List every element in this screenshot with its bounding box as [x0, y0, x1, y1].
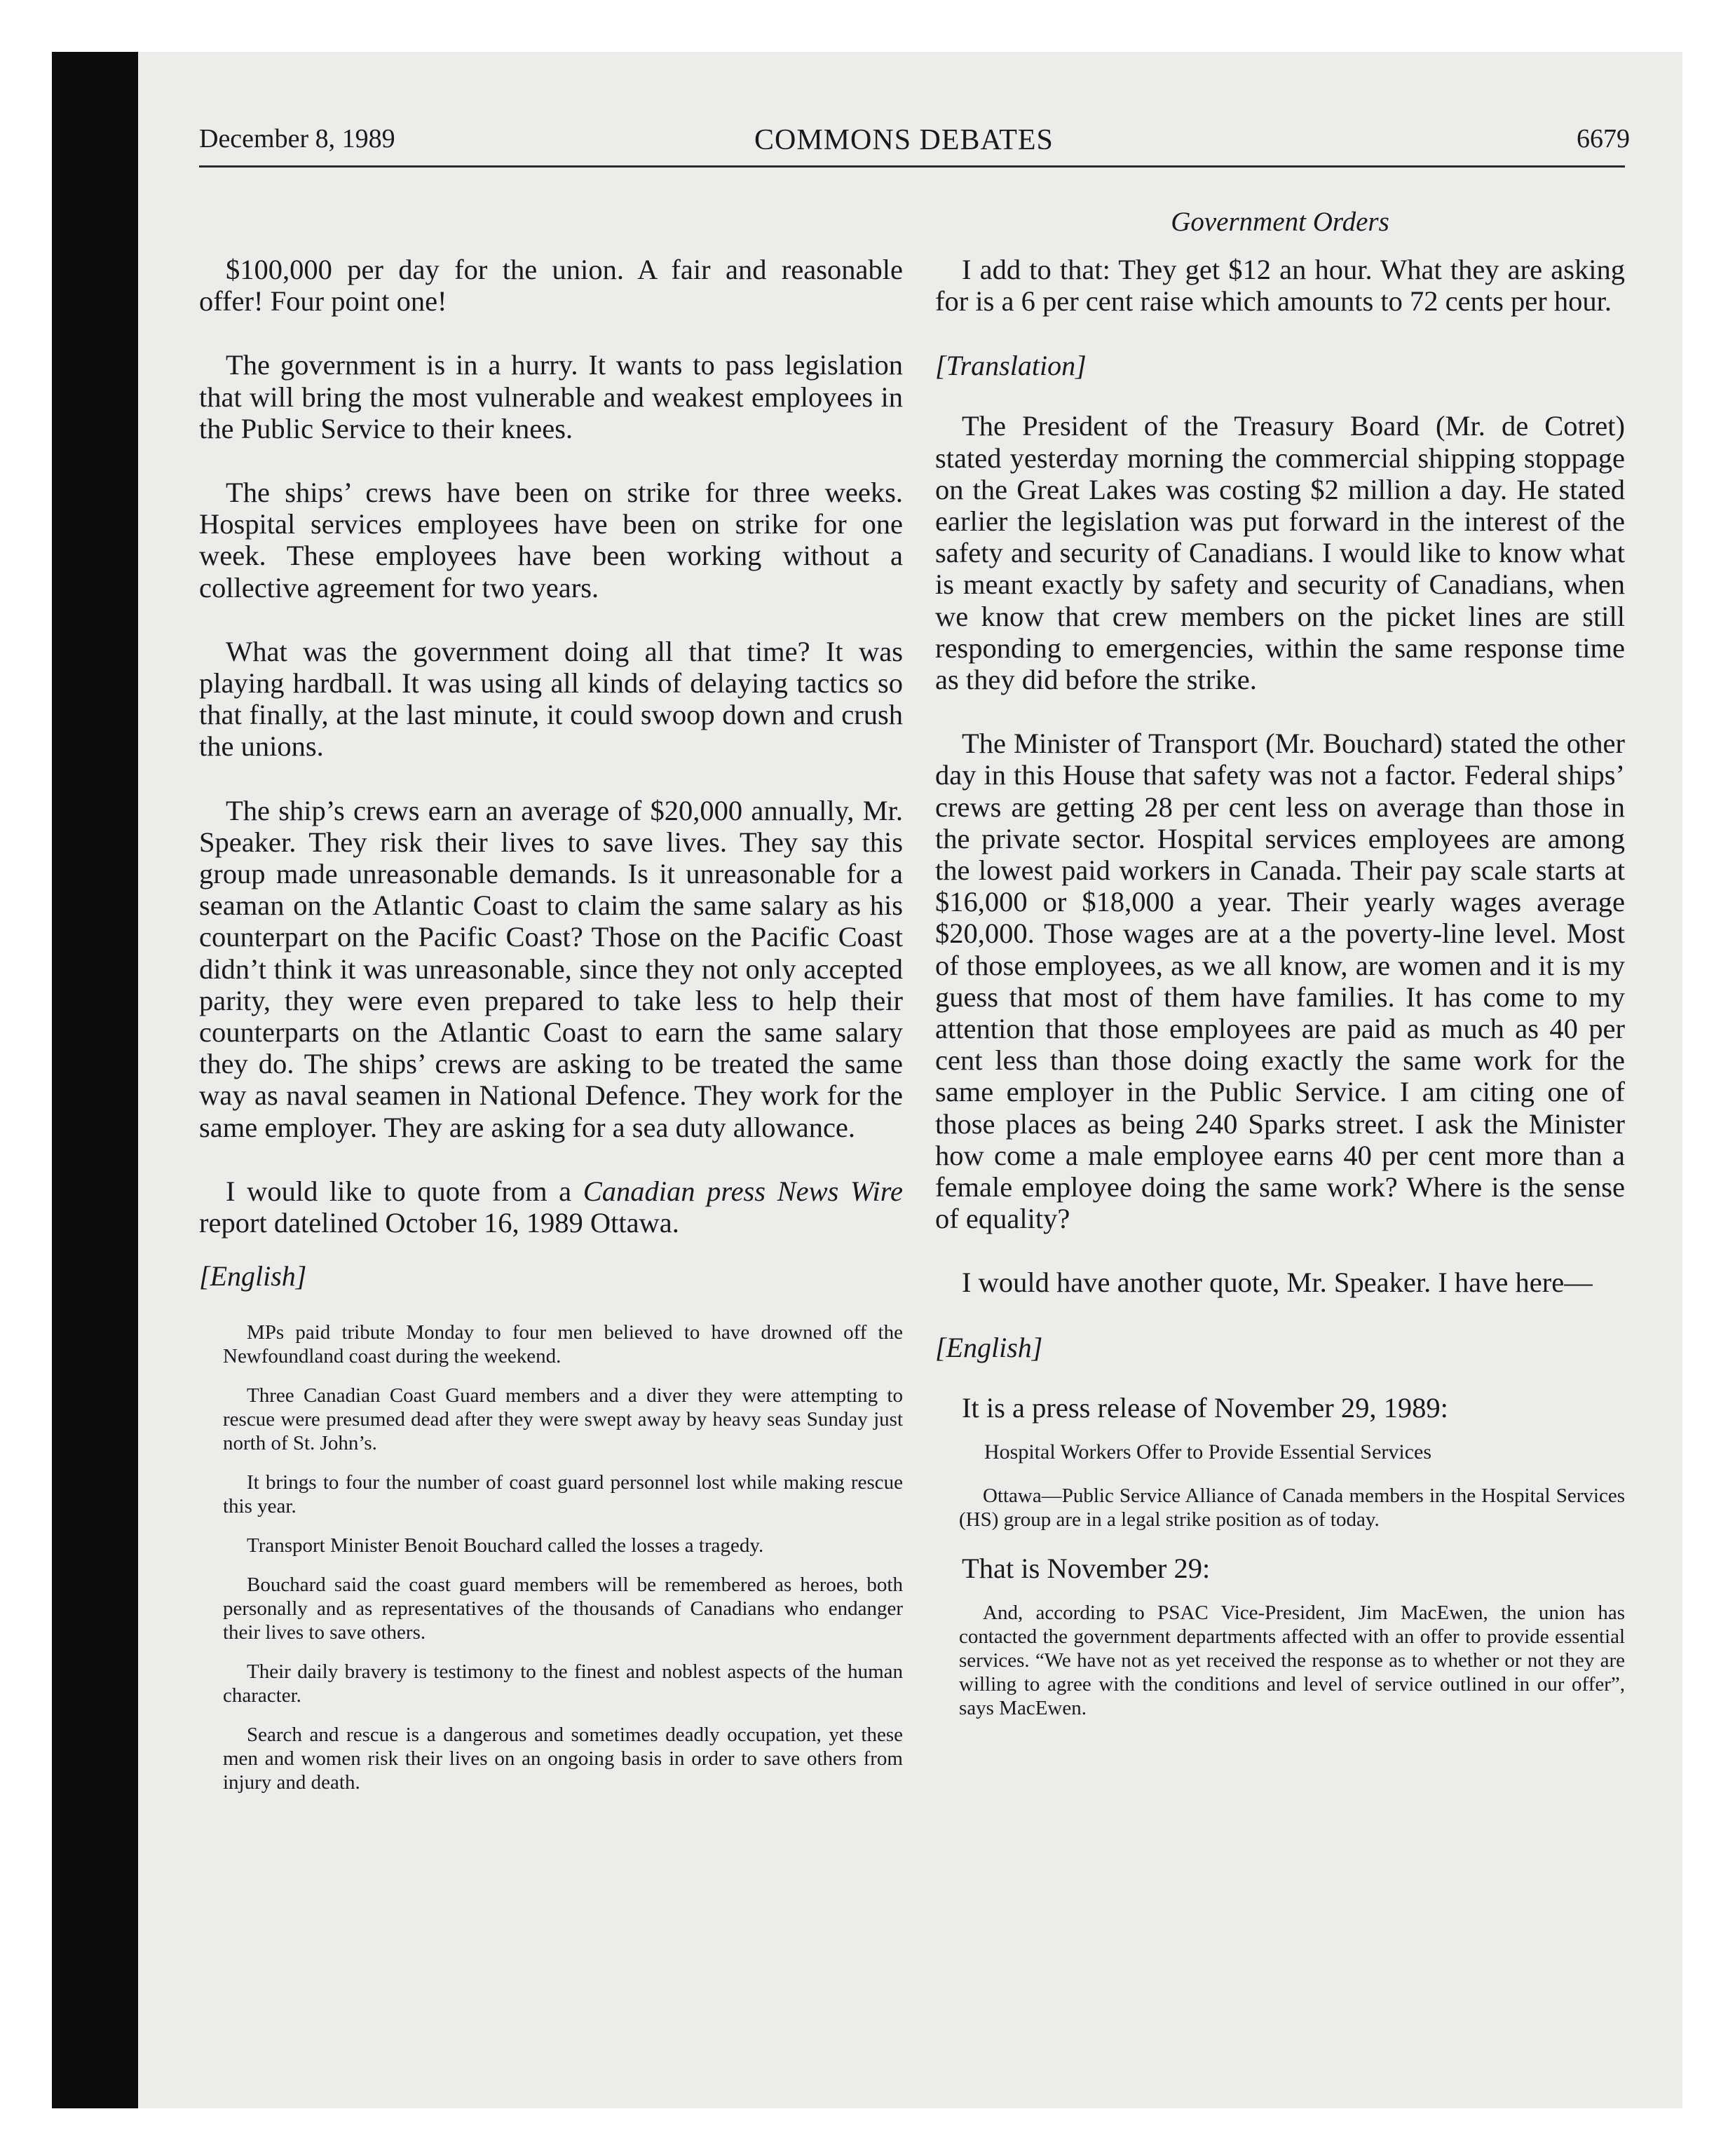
paragraph: The ship’s crews earn an average of $20,000 annually, Mr. Speaker. They risk their lives to save lives. They say this group made unreasonable demands. Is it unreasonable for a seaman on the Atlantic Coast to claim the same salary as his counterpart on the Pacific Coast? Those on the Pacific Coast didn’t think it was unreasonable, since they not only accepted parity, they were even prepared to take less to help their counterparts on the Atlantic Coast to earn the same salary they do. The ships’ crews are asking to be treated the same way as naval seamen in National Defence. They work for the same employer. They are asking for a sea duty allowance. — [199, 794, 903, 1143]
paragraph: The President of the Treasury Board (Mr. de Cotret) stated yesterday morning the commercial shipping stoppage on the Great Lakes was costing $2 million a day. He stated earlier the legislation was put forward in the interest of the safety and security of Canadians. I would like to know what is meant exactly by safety and security of Canadians, when we know that crew members on the picket lines are still responding to emergencies, within the same response time as they did before the strike. — [935, 410, 1625, 696]
publication-name: Canadian press News Wire — [583, 1175, 903, 1207]
paragraph — [199, 1175, 903, 1239]
quote-paragraph: Search and rescue is a dangerous and sometimes deadly occupation, yet these men and women risk their lives on an ongoing basis in order to save others from injury and death. — [223, 1724, 903, 1794]
paragraph: The government is in a hurry. It wants to pass legislation that will bring the most vulnerable and weakest employees in the Public Service to their knees. — [199, 349, 903, 444]
quote-paragraph: Three Canadian Coast Guard members and a diver they were attempting to rescue were presumed dead after they were swept away by heavy seas Sunday just north of St. John’s. — [223, 1384, 903, 1455]
page-number: 6679 — [1577, 124, 1630, 153]
language-marker: [English] — [199, 1260, 307, 1292]
text-run: report datelined October 16, 1989 Ottawa. — [199, 1207, 679, 1239]
language-marker: [English] — [935, 1331, 1043, 1363]
quote-paragraph: And, according to PSAC Vice-President, Jim MacEwen, the union has contacted the government departments affected with an offer to provide essential services. “We have not as yet received the response as to whether or not they are willing to agree with the conditions and level of service outlined in our offer”, says MacEwen. — [959, 1602, 1625, 1720]
paragraph: I add to that: They get $12 an hour. What they are asking for is a 6 per cent raise which amounts to 72 cents per hour. — [935, 254, 1625, 318]
left-column — [199, 254, 903, 1810]
binding-edge — [52, 52, 138, 2108]
paragraph: The ships’ crews have been on strike for three weeks. Hospital services employees have been on strike for one week. These employees have been working without a collective agreement for two years. — [199, 477, 903, 603]
paragraph: The Minister of Transport (Mr. Bouchard) stated the other day in this House that safety was not a factor. Federal ships’ crews are getting 28 per cent less on average than those in the private sector. Hospital services employees are among the lowest paid workers in Canada. Their pay scale starts at $16,000 or $18,000 a year. Their yearly wages average $20,000. Those wages are at a the poverty-line level. Most of those employees, as we all know, are women and it is my guess that most of them have families. It has come to my attention that those employees are paid as much as 40 per cent less than those doing exactly the same work for the same employer in the Public Service. I am citing one of those places as being 240 Sparks street. I ask the Minister how come a male employee earns 40 per cent more than a female employee doing the same work? Where is the sense of equality? — [935, 728, 1625, 1235]
header-rule — [199, 165, 1625, 168]
quote-paragraph: MPs paid tribute Monday to four men believed to have drowned off the Newfoundland coast during the weekend. — [223, 1321, 903, 1368]
quote-paragraph: Bouchard said the coast guard members will be remembered as heroes, both personally and as representatives of the thousands of Canadians who endanger their lives to save others. — [223, 1574, 903, 1644]
quote-paragraph: Transport Minister Benoit Bouchard called the losses a tragedy. — [247, 1534, 764, 1557]
text-run: I would like to quote from a — [226, 1175, 583, 1207]
paragraph: That is November 29: — [962, 1552, 1211, 1584]
press-release-title: Hospital Workers Offer to Provide Essential Services — [984, 1440, 1432, 1464]
header-title: COMMONS DEBATES — [754, 124, 1054, 156]
header-date: December 8, 1989 — [199, 124, 395, 153]
language-marker: [Translation] — [935, 350, 1087, 382]
paragraph: What was the government doing all that time? It was playing hardball. It was using all kinds of delaying tactics so that finally, at the last minute, it could swoop down and crush the unions. — [199, 635, 903, 763]
right-column — [935, 254, 1625, 1741]
quote-paragraph: Their daily bravery is testimony to the finest and noblest aspects of the human character. — [223, 1660, 903, 1707]
quote-paragraph: Ottawa—Public Service Alliance of Canada members in the Hospital Services (HS) group are in a legal strike position as of today. — [959, 1484, 1625, 1531]
paragraph: $100,000 per day for the union. A fair and reasonable offer! Four point one! — [199, 254, 903, 318]
quote-paragraph: It brings to four the number of coast guard personnel lost while making rescue this year. — [223, 1471, 903, 1518]
section-heading: Government Orders — [1171, 207, 1389, 237]
paragraph: It is a press release of November 29, 1989: — [962, 1391, 1448, 1424]
paragraph: I would have another quote, Mr. Speaker. I have here— — [962, 1267, 1593, 1299]
